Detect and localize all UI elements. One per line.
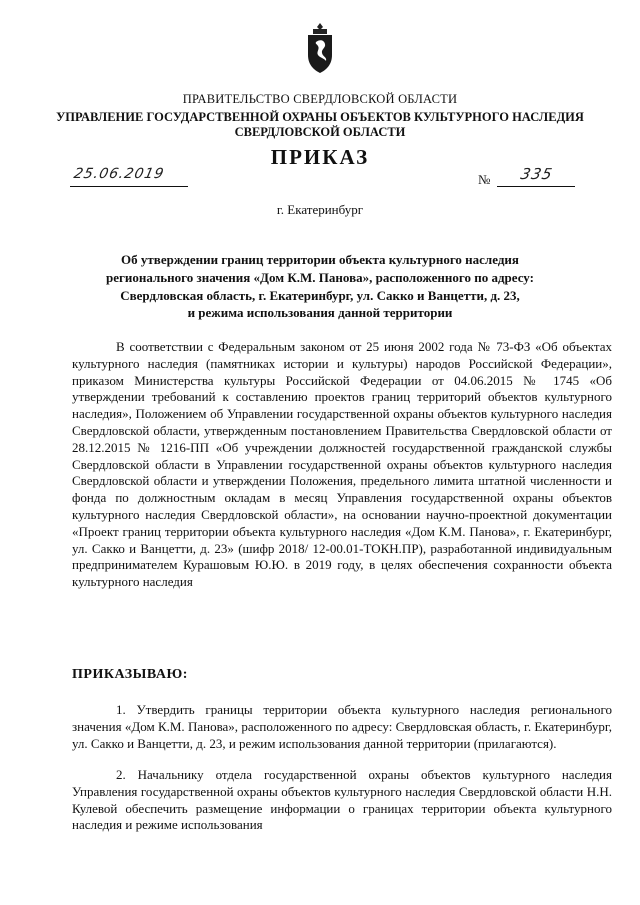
subject-line: и режима использования данной территории: [187, 305, 453, 321]
subject-line: Свердловская область, г. Екатеринбург, ул. Сакко и Ванцетти, д. 23,: [120, 287, 520, 303]
document-type-title: ПРИКАЗ: [270, 145, 370, 169]
government-name: ПРАВИТЕЛЬСТВО СВЕРДЛОВСКОЙ ОБЛАСТИ: [182, 92, 458, 106]
order-item-2: 2. Начальнику отдела государственной охраны объектов культурного наследия Управления государственной охраны объектов культурного наследия Свердловской области Н.Н. Кулевой обеспечить размещение информации о границах территории объекта культурного наследия и режиме использования: [72, 767, 612, 833]
subject-line: регионального значения «Дом К.М. Панова», расположенного по адресу:: [106, 269, 534, 285]
city-line: г. Екатеринбург: [276, 202, 364, 217]
number-field: [497, 165, 575, 187]
order-word: ПРИКАЗЫВАЮ:: [72, 667, 188, 682]
handwritten-number: 335: [519, 165, 555, 183]
coat-of-arms-icon: [304, 22, 336, 74]
date-field: [70, 168, 188, 187]
department-line: СВЕРДЛОВСКОЙ ОБЛАСТИ: [234, 125, 406, 139]
subject-line: Об утверждении границ территории объекта культурного наследия: [121, 252, 519, 267]
number-label: №: [478, 172, 491, 187]
handwritten-date: 25.06.2019: [72, 166, 166, 182]
order-item-1: 1. Утвердить границы территории объекта культурного наследия регионального значения «Дом К.М. Панова», расположенного по адресу: Свердловская область, г. Екатеринбург, ул. Сакко и Ванцетти, д. 23, и режим использования данной территории (прилагаются).: [72, 702, 612, 751]
department-name: [0, 110, 640, 140]
department-line: УПРАВЛЕНИЕ ГОСУДАРСТВЕННОЙ ОХРАНЫ ОБЪЕКТОВ КУЛЬТУРНОГО НАСЛЕДИЯ: [56, 110, 584, 124]
document-subject: [60, 251, 580, 322]
preamble-paragraph: В соответствии с Федеральным законом от 25 июня 2002 года № 73-ФЗ «Об объектах культурного наследия (памятниках истории и культуры) народов Российской Федерации», приказом Министерства культуры Российской Федерации от 04.06.2015 № 1745 «Об утверждении требований к составлению проектов границ территорий объектов культурного наследия», Положением об Управлении государственной охраны объектов культурного наследия Свердловской области, утвержденным постановлением Правительства Свердловской области от 28.12.2015 № 1216-ПП «Об учреждении должностей государственной гражданской службы Свердловской области в Управлении государственной охраны объектов культурного наследия Свердловской области и утверждении Положения, предельного лимита штатной численности и фонда по должностным окладам в месяц Управления государственной охраны объектов культурного наследия Свердловской области», на основании научно-проектной документации «Проект границ территории объекта культурного наследия «Дом К.М. Панова», г. Екатеринбург, ул. Сакко и Ванцетти, д. 23» (шифр 2018/ 12-00.01-ТОКН.ПР), разработанной индивидуальным предпринимателем Курашовым Ю.Ю. в 2019 году, в целях обеспечения сохранности объекта культурного наследия: [72, 339, 612, 590]
